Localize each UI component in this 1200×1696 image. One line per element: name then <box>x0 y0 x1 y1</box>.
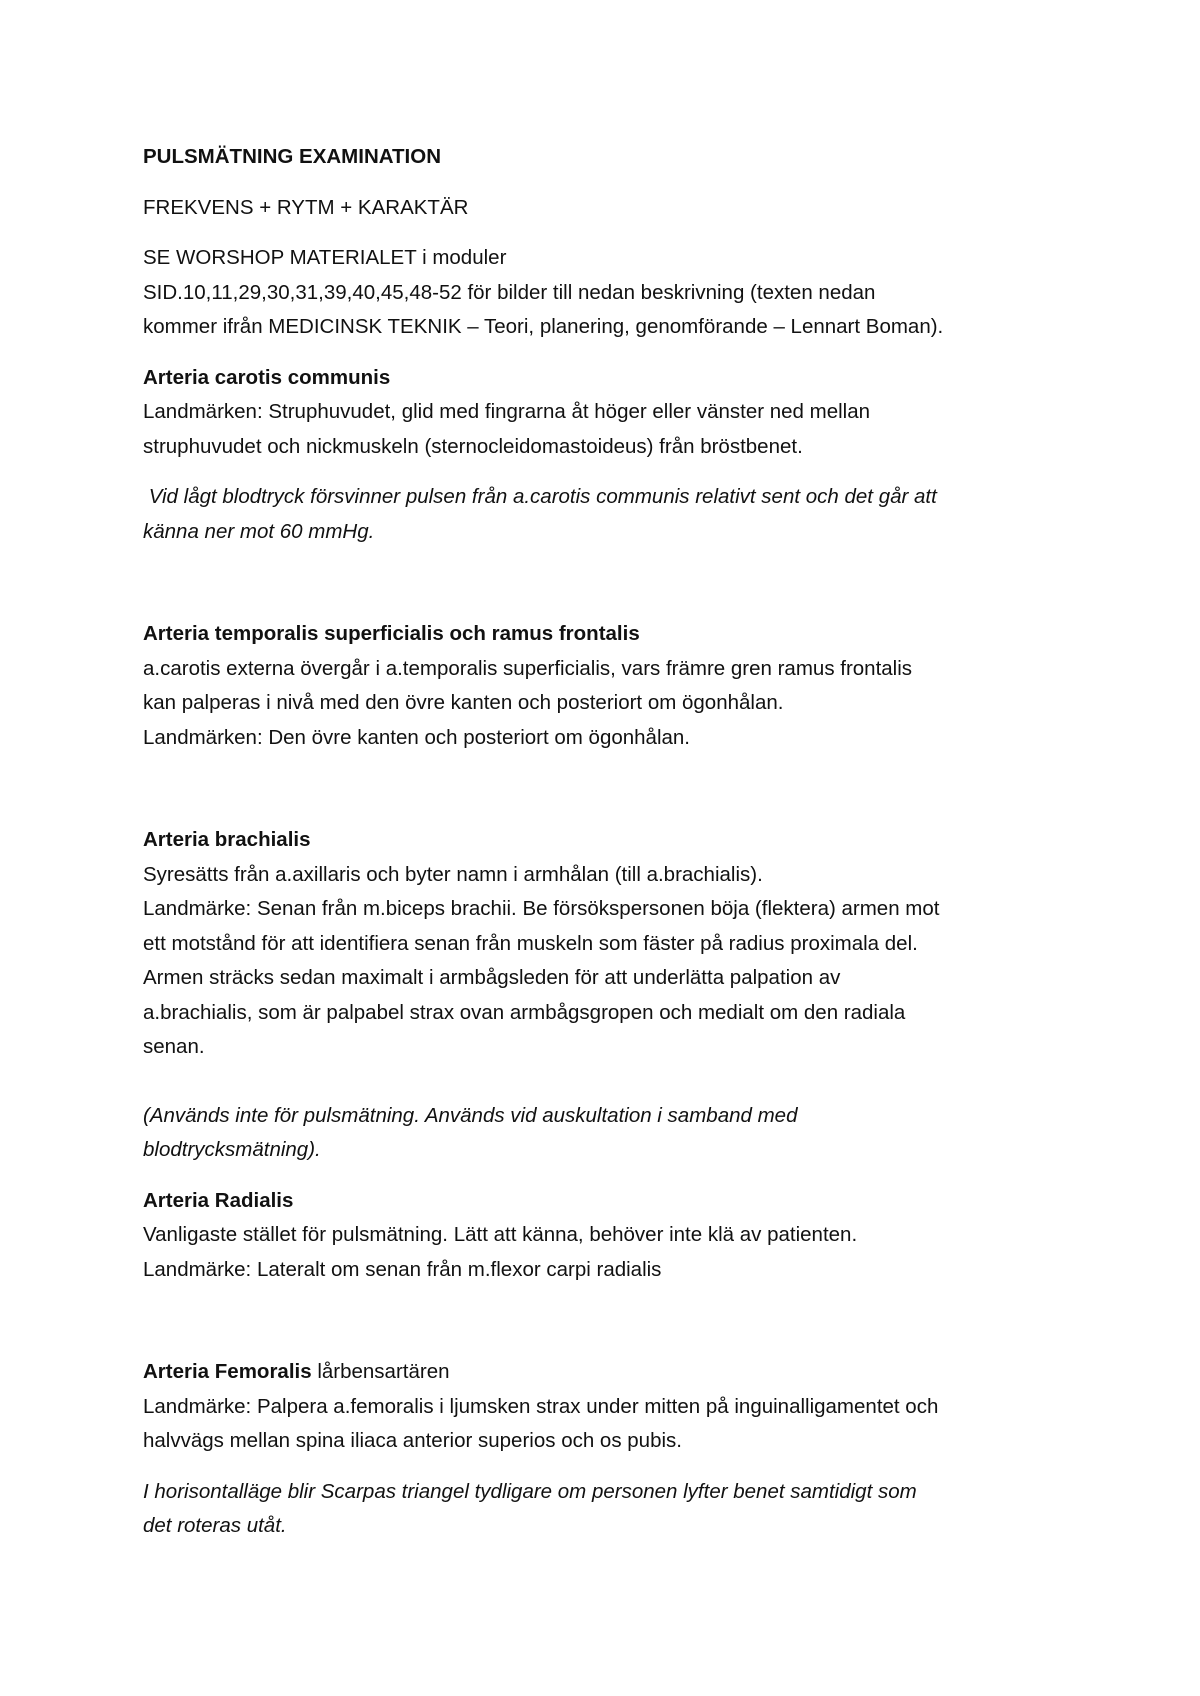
note-line: blodtrycksmätning). <box>143 1138 321 1161</box>
body-line: Syresätts från a.axillaris och byter namn i armhålan (till a.brachialis). <box>143 862 763 886</box>
body-line: halvvägs mellan spina iliaca anterior superios och os pubis. <box>143 1429 682 1452</box>
section-heading: Arteria temporalis superficialis och ramus frontalis <box>143 622 640 645</box>
intro-line: SE WORSHOP MATERIALET i moduler <box>143 246 507 269</box>
section-heading: Arteria Radialis <box>143 1188 294 1212</box>
note-line: känna ner mot 60 mmHg. <box>143 519 375 543</box>
section-heading: Arteria carotis communis <box>143 365 391 389</box>
section-temporalis <box>143 617 1083 755</box>
body-line: Vanligaste stället för pulsmätning. Lätt att känna, behöver inte klä av patienten. <box>143 1223 858 1246</box>
section-heading-row <box>143 1355 1083 1390</box>
body-line: ett motstånd för att identifiera senan från muskeln som fäster på radius proximala del. <box>143 931 918 955</box>
section-femoralis <box>143 1355 1083 1544</box>
body-line: struphuvudet och nickmuskeln (sternocleidomastoideus) från bröstbenet. <box>143 434 803 458</box>
note-line: Vid lågt blodtryck försvinner pulsen från a.carotis communis relativt sent och det går att <box>143 485 937 508</box>
note-line: (Används inte för pulsmätning. Används vid auskultation i samband med <box>143 1103 798 1127</box>
body-line: a.carotis externa övergår i a.temporalis superficialis, vars främre gren ramus frontalis <box>143 656 913 680</box>
note-line: I horisontalläge blir Scarpas triangel tydligare om personen lyfter benet samtidigt som <box>143 1479 917 1503</box>
intro-line: SID.10,11,29,30,31,39,40,45,48-52 för bilder till nedan beskrivning (texten nedan <box>143 280 876 304</box>
section-brachialis <box>143 823 1083 1168</box>
body-line: a.brachialis, som är palpabel strax ovan armbågsgropen och medialt om den radiala <box>143 1000 906 1024</box>
section-heading-suffix: lårbensartären <box>311 1360 450 1383</box>
section-radialis <box>143 1184 1083 1288</box>
section-carotis <box>143 361 1083 550</box>
intro-paragraph <box>143 241 1083 345</box>
body-line: Armen sträcks sedan maximalt i armbågsleden för att underlätta palpation av <box>143 966 841 989</box>
section-heading: Arteria brachialis <box>143 828 311 851</box>
body-line: Landmärke: Palpera a.femoralis i ljumsken strax under mitten på inguinalligamentet och <box>143 1394 939 1418</box>
body-line: Landmärken: Den övre kanten och posteriort om ögonhålan. <box>143 725 691 749</box>
body-line: kan palperas i nivå med den övre kanten och posteriort om ögonhålan. <box>143 691 784 714</box>
intro-line: kommer ifrån MEDICINSK TEKNIK – Teori, planering, genomförande – Lennart Boman). <box>143 315 944 338</box>
body-line: Landmärke: Senan från m.biceps brachii. Be försökspersonen böja (flektera) armen mot <box>143 897 940 920</box>
section-heading: Arteria Femoralis <box>143 1360 312 1383</box>
note-line: det roteras utåt. <box>143 1514 287 1537</box>
document-title: PULSMÄTNING EXAMINATION <box>143 145 442 168</box>
body-line: senan. <box>143 1035 205 1058</box>
body-line: Landmärke: Lateralt om senan från m.flexor carpi radialis <box>143 1257 662 1281</box>
document-subtitle: FREKVENS + RYTM + KARAKTÄR <box>143 195 469 219</box>
body-line: Landmärken: Struphuvudet, glid med fingrarna åt höger eller vänster ned mellan <box>143 400 871 423</box>
document-page <box>143 140 1083 1544</box>
